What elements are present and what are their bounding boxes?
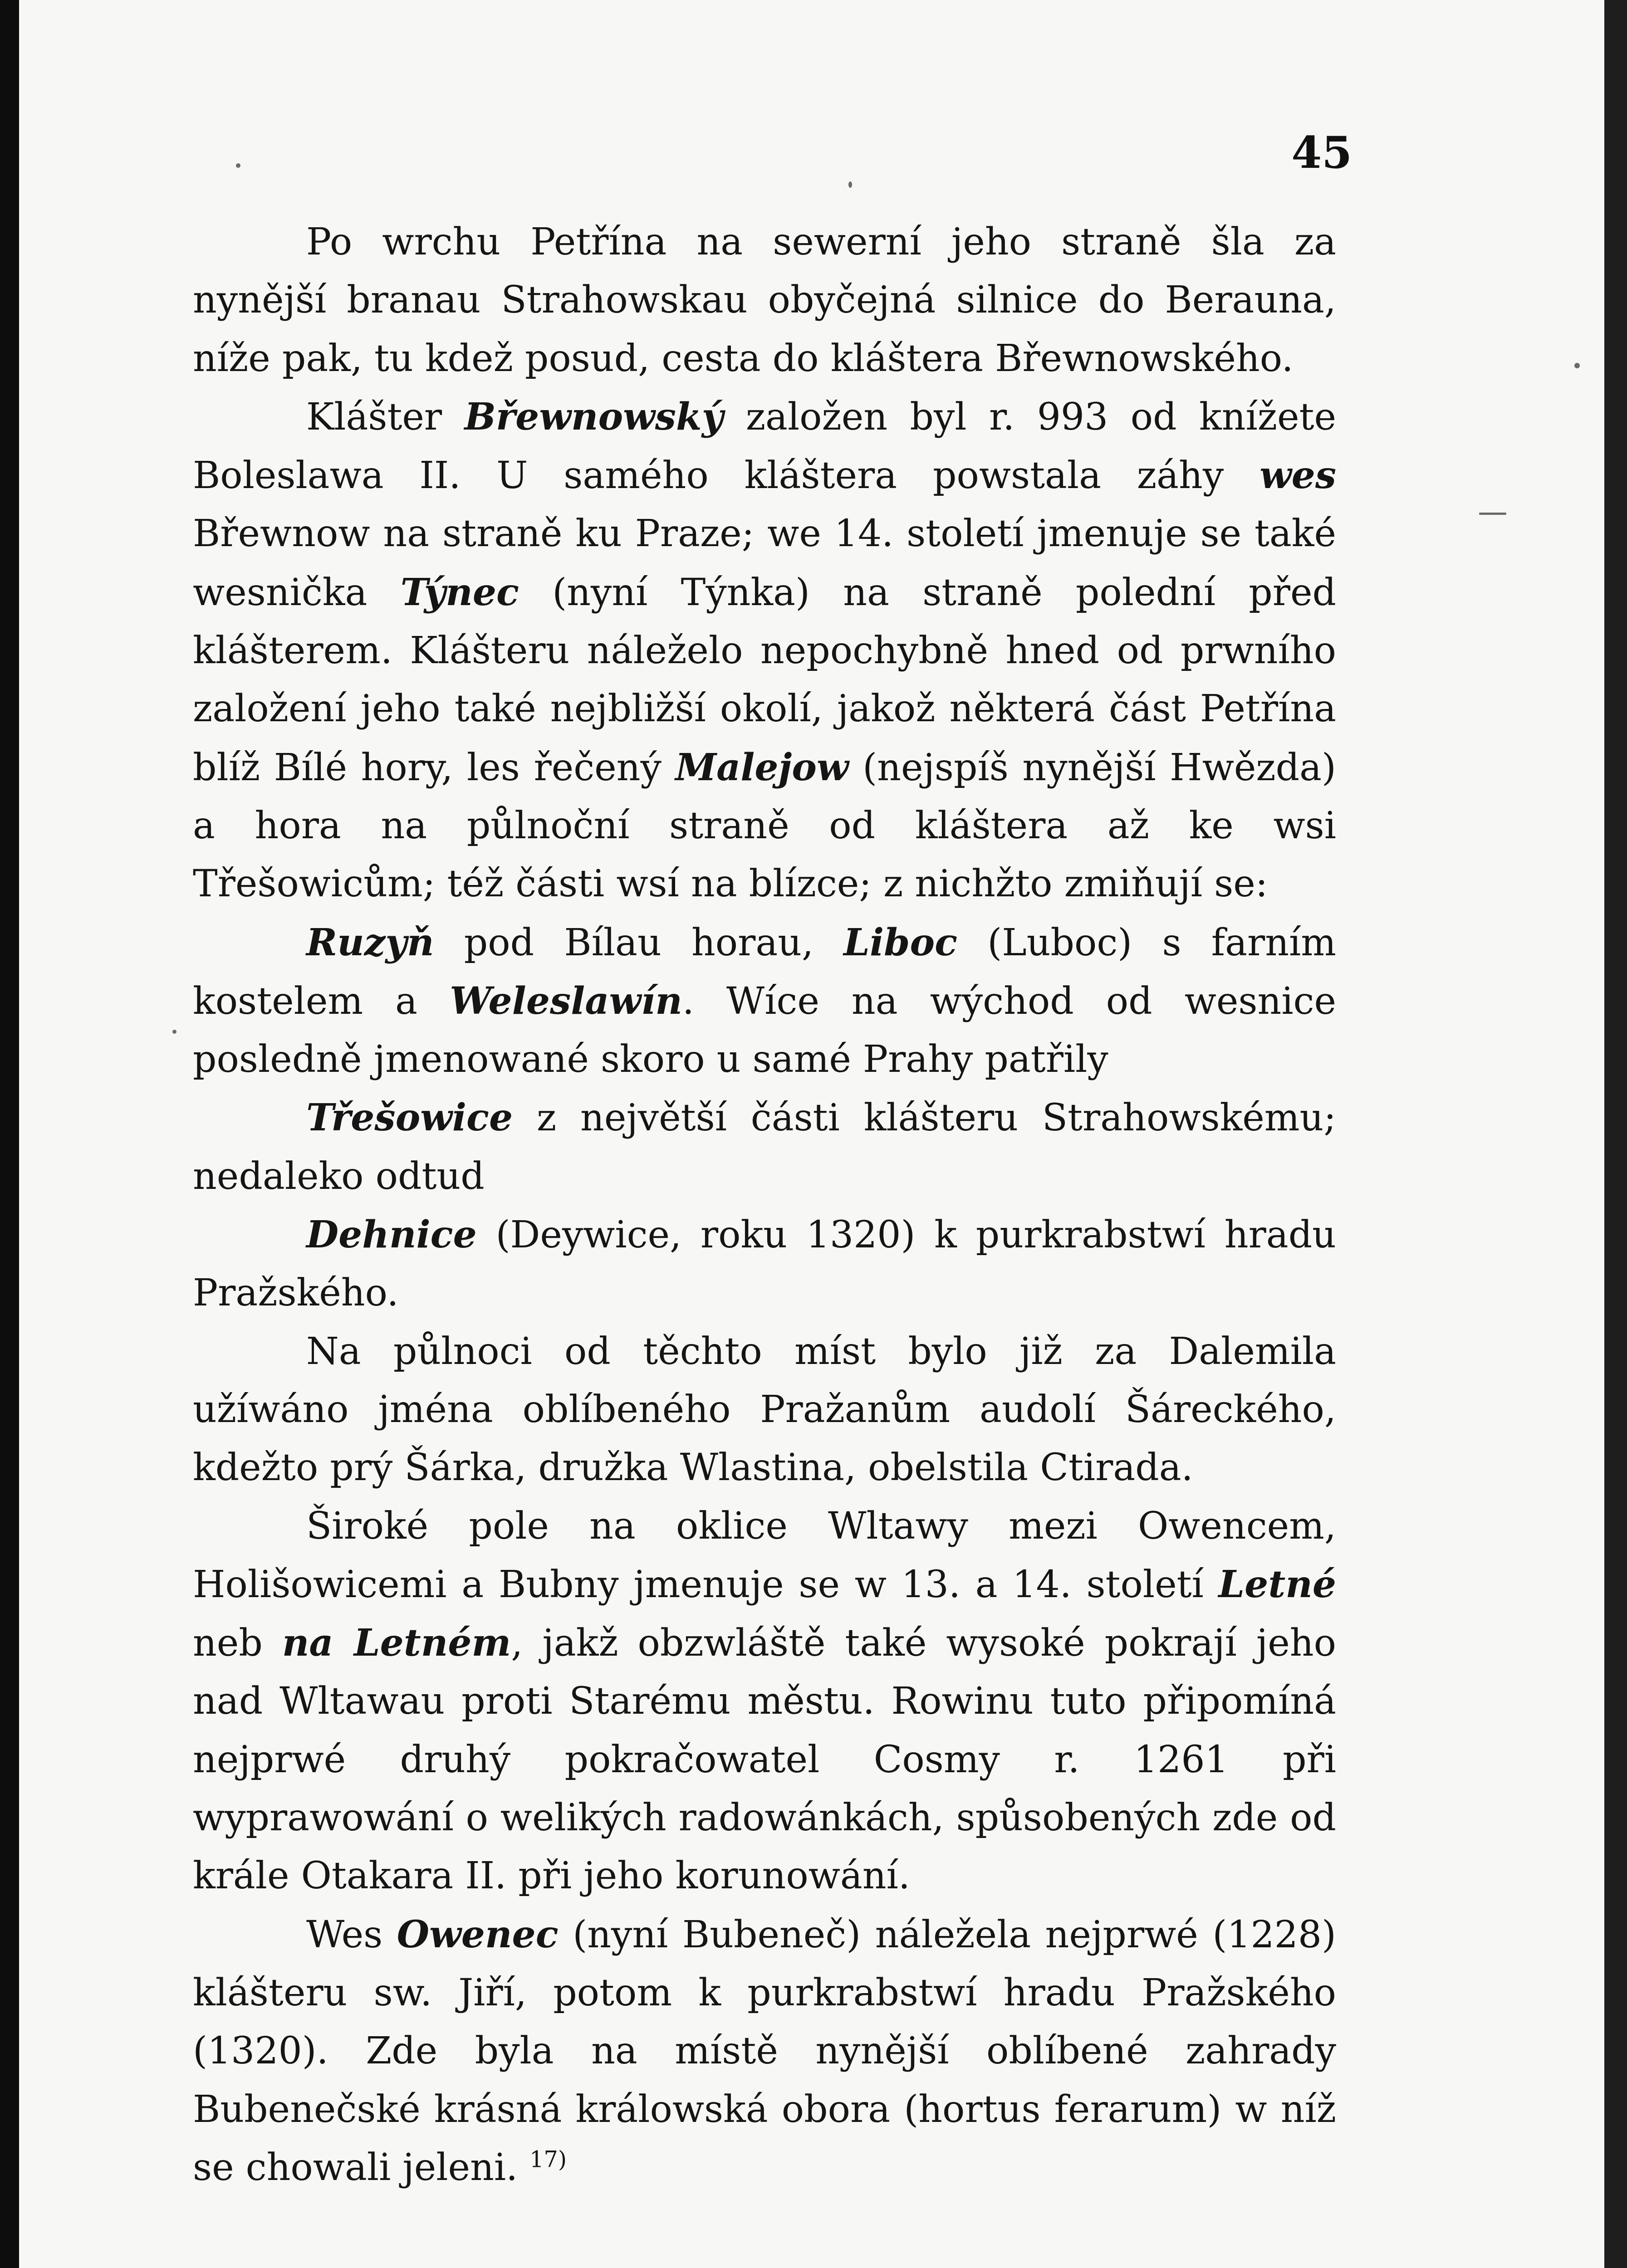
italic-term: Dehnice (306, 1213, 477, 1257)
text-run: neb (193, 1622, 282, 1665)
italic-term: wes (1259, 454, 1336, 498)
dust-speck (1574, 363, 1580, 368)
italic-term: Malejow (675, 745, 849, 789)
italic-term: Letné (1218, 1562, 1336, 1606)
dust-speck (848, 181, 852, 188)
main-text (193, 213, 1336, 2197)
text-run: (nyní Bubeneč) náležela nejprwé (1228) klášteru sw. Jiří, potom k purkrabstwí hradu Pražského (1320). Zde byla na místě nynější oblíbené zahrady Bubenečské krásná králowská obora (hortus ferarum) w níž se chowali jeleni. (193, 1913, 1336, 2189)
text-run: (Luboc) s farním kostelem a (193, 921, 1336, 1023)
text-run: Na půlnoci od těchto míst bylo již za Dalemila užíwáno jména oblíbeného Pražanům audolí Šáreckého, kdežto prý Šárka, družka Wlastina, obelstila Ctirada. (193, 1330, 1336, 1490)
scan-border-right (1604, 0, 1627, 2268)
italic-term: Týnec (400, 570, 519, 614)
dust-speck (1479, 513, 1506, 515)
italic-term: Třešowice (306, 1096, 513, 1140)
text-run: Klášter (306, 395, 465, 439)
text-run: . Wíce na wýchod od wesnice posledně jmenowané skoro u samé Prahy patřily (193, 979, 1336, 1081)
paragraph-tresovice (193, 1089, 1336, 1206)
italic-term: Ruzyň (306, 920, 434, 964)
page-number: 45 (1291, 127, 1352, 178)
text-run: (Deywice, roku 1320) k purkrabstwí hradu Pražského. (193, 1213, 1336, 1315)
text-run: z největší části klášteru Strahowskému; nedaleko odtud (193, 1096, 1336, 1198)
paragraph-ruzyn (193, 914, 1336, 1089)
paragraph-dehnice (193, 1206, 1336, 1323)
text-run: Břewnow na straně ku Praze; we 14. století jmenuje se také wesnička (193, 512, 1336, 614)
paragraph-sarka (193, 1323, 1336, 1497)
text-run: založen byl r. 993 od knížete Boleslawa II. U samého kláštera powstala záhy (193, 395, 1336, 498)
italic-term: Liboc (843, 920, 958, 964)
text-run: Široké pole na oklice Wltawy mezi Owencem, Holišowicemi a Bubny jmenuje se w 13. a 14. století (193, 1504, 1336, 1606)
dust-speck (172, 1030, 176, 1034)
text-run: (nyní Týnka) na straně polední před klášterem. Klášteru náleželo nepochybně hned od prwního založení jeho také nejbližší okolí, jakož některá část Petřína blíž Bílé hory, les řečený (193, 571, 1337, 789)
paragraph-brevnov (193, 388, 1336, 914)
text-run: Po wrchu Petřína na sewerní jeho straně šla za nynější branau Strahowskau obyčejná silnice do Berauna, níže pak, tu kdež posud, cesta do kláštera Břewnowského. (193, 220, 1336, 380)
footnote-marker: 17) (529, 2146, 567, 2173)
dust-speck (236, 163, 240, 168)
scan-border-left (0, 0, 19, 2268)
italic-term: Břewnowský (464, 395, 724, 439)
text-run: , jakž obzwláště také wysoké pokrají jeho nad Wltawau proti Starému městu. Rowinu tuto připomíná nejprwé druhý pokračowatel Cosmy r. 1261 při wyprawowání o welikých radowánkách, spůsobených zde od krále Otakara II. při jeho korunowání. (193, 1622, 1336, 1898)
text-run: (nejspíš nynější Hwězda) a hora na půlnoční straně od kláštera až ke wsi Třešowicům; též části wsí na blízce; z nichžto zmiňují se: (193, 746, 1336, 906)
text-run: Wes (306, 1913, 397, 1956)
italic-term: na Letném (282, 1621, 511, 1665)
paragraph-owenec (193, 1906, 1336, 2197)
text-run: pod Bílau horau, (434, 921, 844, 964)
italic-term: Owenec (397, 1912, 559, 1956)
paragraph-letna (193, 1497, 1336, 1906)
paragraph-petrin (193, 213, 1336, 388)
italic-term: Weleslawín (450, 979, 682, 1023)
